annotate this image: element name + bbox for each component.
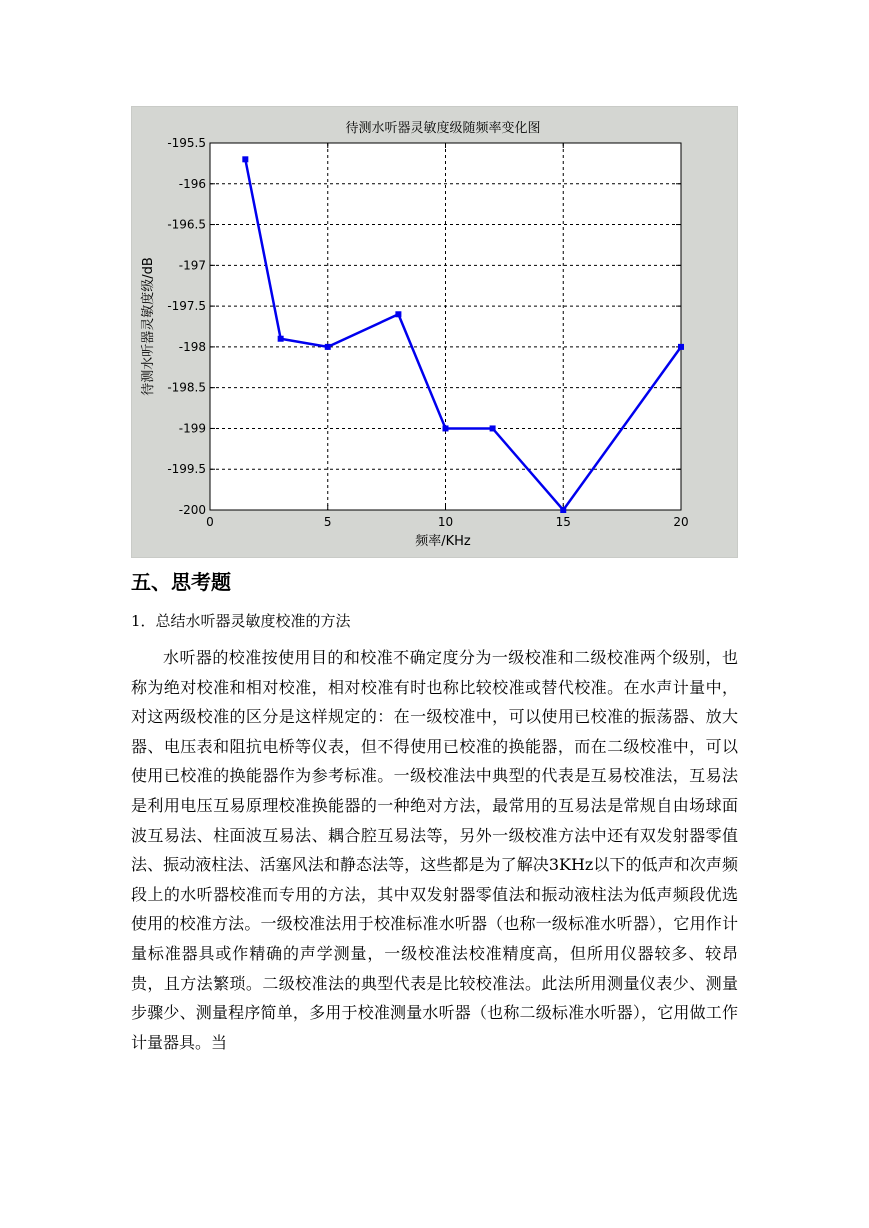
x-tick-label: 5 (323, 515, 332, 529)
x-axis-label: 频率/KHz (415, 534, 471, 549)
x-tick-label: 15 (555, 515, 571, 529)
y-tick-label: -197 (178, 258, 206, 273)
y-tick-label: -198 (178, 339, 206, 354)
y-tick-label: -196.5 (167, 217, 206, 232)
data-point (325, 344, 331, 350)
y-tick-label: -198.5 (167, 380, 206, 395)
y-tick-label: -199 (178, 421, 206, 436)
x-tick-label: 10 (437, 515, 454, 529)
chart-title: 待测水听器灵敏度级随频率变化图 (345, 121, 541, 136)
y-tick-label: -196 (178, 176, 206, 191)
chart-figure (131, 106, 738, 558)
data-point (278, 336, 284, 342)
line-chart (132, 107, 739, 559)
data-point (242, 156, 248, 162)
y-tick-label: -199.5 (167, 462, 206, 477)
data-point (443, 425, 449, 431)
y-tick-label: -197.5 (167, 299, 206, 314)
x-tick-label: 20 (673, 515, 689, 529)
y-tick-label: -200 (178, 503, 206, 517)
y-tick-label: -195.5 (167, 136, 206, 150)
section-heading: 五、思考题 (131, 570, 231, 594)
data-point (560, 507, 566, 513)
question-title: 1．总结水听器灵敏度校准的方法 (131, 612, 351, 630)
data-point (395, 311, 401, 317)
data-point (490, 425, 496, 431)
x-tick-label: 0 (206, 515, 214, 529)
data-point (678, 344, 684, 350)
y-axis-label: 待测水听器灵敏度级/dB (141, 257, 156, 396)
body-paragraph: 水听器的校准按使用目的和校准不确定度分为一级校准和二级校准两个级别，也称为绝对校准和相对校准，相对校准有时也称比较校准或替代校准。在水声计量中，对这两级校准的区分是这样规定的：在一级校准中，可以使用已校准的振荡器、放大器、电压表和阻抗电桥等仪表，但不得使用已校准的换能器，而在二级校准中，可以使用已校准的换能器作为参考标准。一级校准法中典型的代表是互易校准法，互易法是利用电压互易原理校准换能器的一种绝对方法，最常用的互易法是常规自由场球面波互易法、柱面波互易法、耦合腔互易法等，另外一级校准方法中还有双发射器零值法、振动液柱法、活塞风法和静态法等，这些都是为了解决3KHz以下的低声和次声频段上的水听器校准而专用的方法，其中双发射器零值法和振动液柱法为低声频段优选使用的校准方法。一级校准法用于校准标准水听器（也称一级标准水听器），它用作计量标准器具或作精确的声学测量，一级校准法校准精度高，但所用仪器较多、较昂贵，且方法繁琐。二级校准法的典型代表是比较校准法。此法所用测量仪表少、测量步骤少、测量程序简单，多用于校准测量水听器（也称二级标准水听器），它用做工作计量器具。当 (131, 648, 738, 1052)
